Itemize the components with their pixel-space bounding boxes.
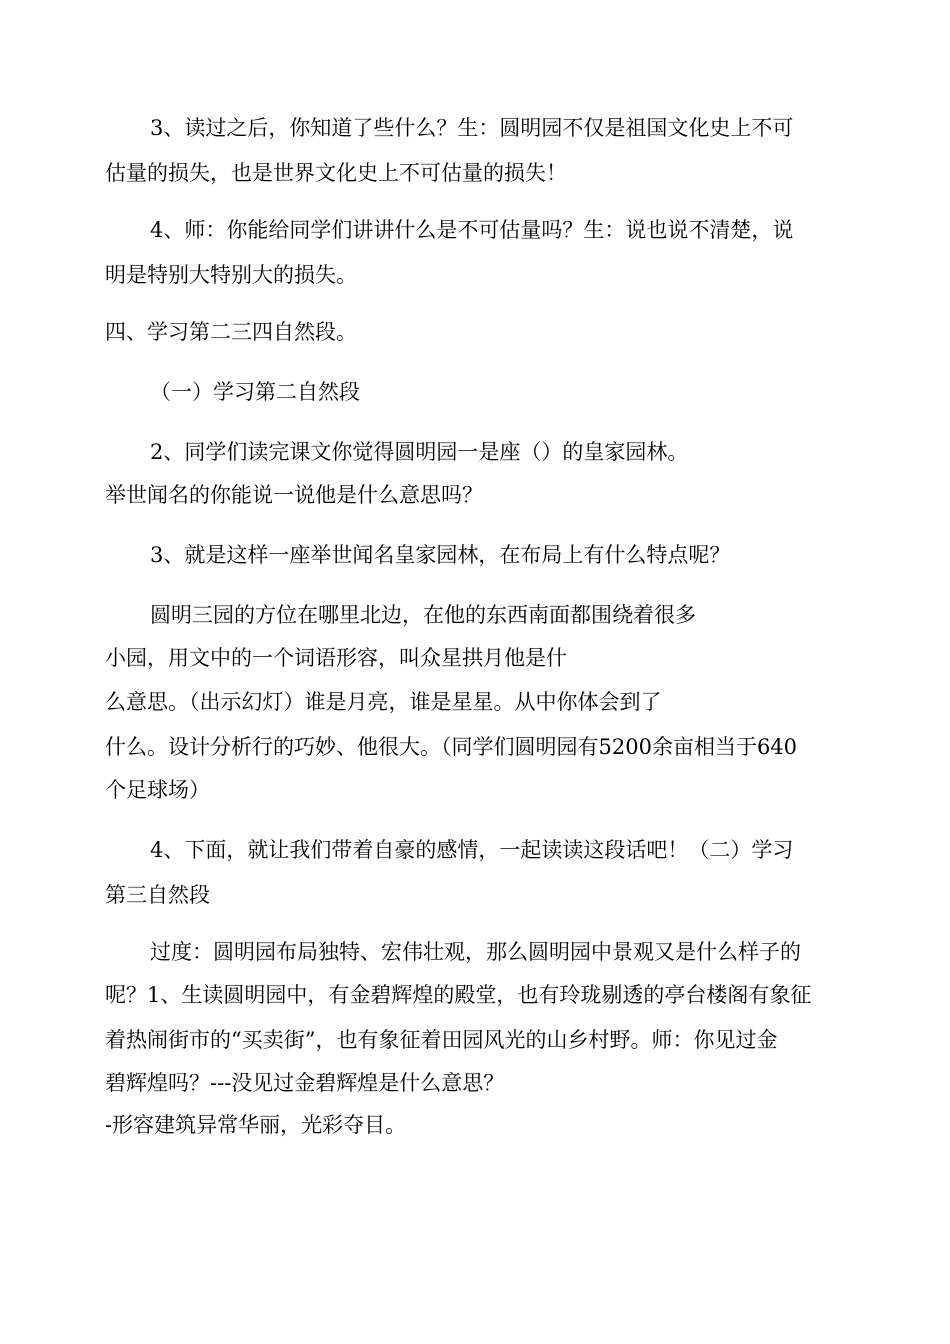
text-line: 明是特别大特别大的损失。 (105, 263, 357, 287)
text-line: 4、下面，就让我们带着自豪的感情，一起读读这段话吧！（二）学习 (150, 838, 794, 862)
text-line: 个足球场） (105, 778, 210, 802)
section-heading: 四、学习第二三四自然段。 (105, 320, 357, 344)
text-line: 4、师：你能给同学们讲讲什么是不可估量吗？生：说也说不清楚，说 (150, 218, 794, 242)
subsection-heading: （一）学习第二自然段 (150, 380, 360, 404)
subsection-heading: 第三自然段 (105, 883, 210, 907)
text-line: 过度：圆明园布局独特、宏伟壮观，那么圆明园中景观又是什么样子的 (150, 940, 801, 964)
text-line: 估量的损失，也是世界文化史上不可估量的损失！ (105, 161, 567, 185)
text-line: 么意思。（出示幻灯）谁是月亮，谁是星星。从中你体会到了 (105, 690, 662, 714)
text-line: 2、同学们读完课文你觉得圆明园一是座（）的皇家园林。 (150, 440, 689, 464)
text-line: -形容建筑异常华丽，光彩夺目。 (105, 1113, 407, 1137)
text-line: 什么。设计分析行的巧妙、他很大。（同学们圆明园有5200余亩相当于640 (105, 735, 798, 759)
text-line: 呢？1、生读圆明园中，有金碧辉煌的殿堂，也有玲珑剔透的亭台楼阁有象征 (105, 983, 812, 1007)
text-line: 着热闹街市的“买卖街”，也有象征着田园风光的山乡村野。师：你见过金 (105, 1028, 778, 1052)
text-line: 3、读过之后，你知道了些什么？生：圆明园不仅是祖国文化史上不可 (150, 116, 794, 140)
text-line: 3、就是这样一座举世闻名皇家园林，在布局上有什么特点呢？ (150, 543, 731, 567)
text-line: 小园，用文中的一个词语形容，叫众星拱月他是什 (105, 646, 567, 670)
text-line: 圆明三园的方位在哪里北边，在他的东西南面都围绕着很多 (150, 603, 696, 627)
text-line: 举世闻名的你能说一说他是什么意思吗？ (105, 483, 483, 507)
text-line: 碧辉煌吗？---没见过金碧辉煌是什么意思？ (105, 1071, 505, 1095)
